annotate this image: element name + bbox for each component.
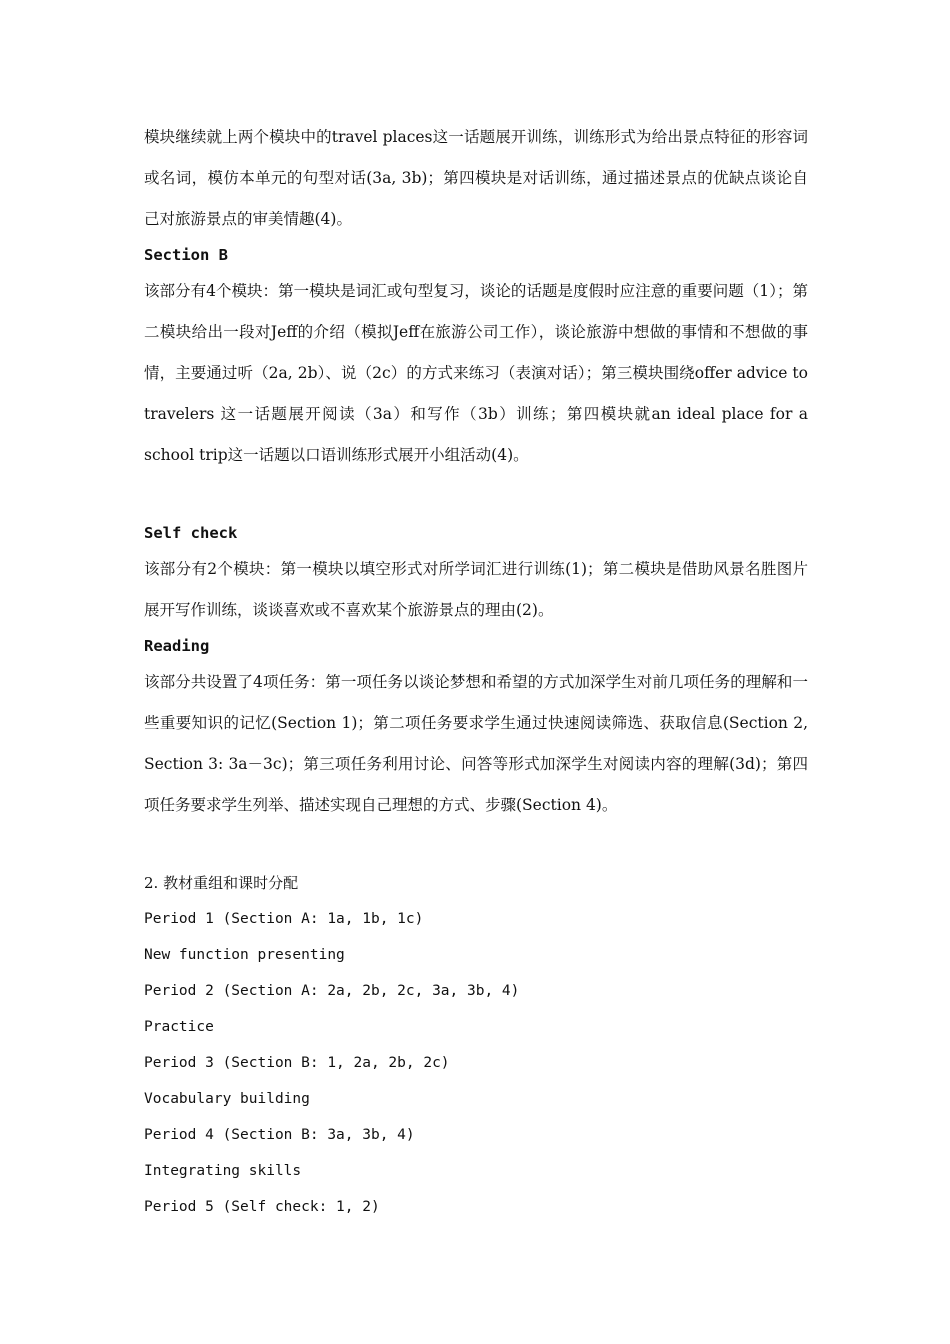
intro-paragraph: 模块继续就上两个模块中的travel places这一话题展开训练，训练形式为给出景点特征的形容词或名词，模仿本单元的句型对话(3a, 3b)；第四模块是对话训练，通过描述景点的优缺点谈论自己对旅游景点的审美情趣(4)。	[144, 128, 808, 228]
reading-heading: Reading	[144, 637, 210, 655]
allocation-heading: 2. 教材重组和课时分配	[144, 874, 299, 892]
period-3-focus: Vocabulary building	[144, 1091, 310, 1107]
period-3-line: Period 3 (Section B: 1, 2a, 2b, 2c)	[144, 1055, 450, 1071]
section-b-heading: Section B	[144, 246, 228, 264]
section-b-paragraph: 该部分有4个模块：第一模块是词汇或句型复习，谈论的话题是度假时应注意的重要问题（1）；第二模块给出一段对Jeff的介绍（模拟Jeff在旅游公司工作），谈论旅游中想做的事情和不想做的事情，主要通过听（2a, 2b）、说（2c）的方式来练习（表演对话）；第三模块围绕offer advice to travelers 这一话题展开阅读（3a）和写作（3b）训练；第四模块就an ideal place for a school trip这一话题以口语训练形式展开小组活动(4)。	[144, 282, 808, 464]
period-4-focus: Integrating skills	[144, 1163, 302, 1179]
self-check-heading: Self check	[144, 524, 238, 542]
self-check-paragraph: 该部分有2个模块：第一模块以填空形式对所学词汇进行训练(1)；第二模块是借助风景名胜图片展开写作训练，谈谈喜欢或不喜欢某个旅游景点的理由(2)。	[144, 560, 808, 619]
period-1-line: Period 1 (Section A: 1a, 1b, 1c)	[144, 911, 424, 927]
period-1-focus: New function presenting	[144, 947, 345, 963]
period-2-focus: Practice	[144, 1019, 214, 1035]
period-4-line: Period 4 (Section B: 3a, 3b, 4)	[144, 1127, 415, 1143]
period-2-line: Period 2 (Section A: 2a, 2b, 2c, 3a, 3b, 4)	[144, 983, 520, 999]
period-5-line: Period 5 (Self check: 1, 2)	[144, 1199, 380, 1215]
reading-paragraph: 该部分共设置了4项任务：第一项任务以谈论梦想和希望的方式加深学生对前几项任务的理解和一些重要知识的记忆(Section 1)；第二项任务要求学生通过快速阅读筛选、获取信息(Section 2, Section 3: 3a－3c)；第三项任务利用讨论、问答等形式加深学生对阅读内容的理解(3d)；第四项任务要求学生列举、描述实现自己理想的方式、步骤(Section 4)。	[144, 673, 808, 814]
